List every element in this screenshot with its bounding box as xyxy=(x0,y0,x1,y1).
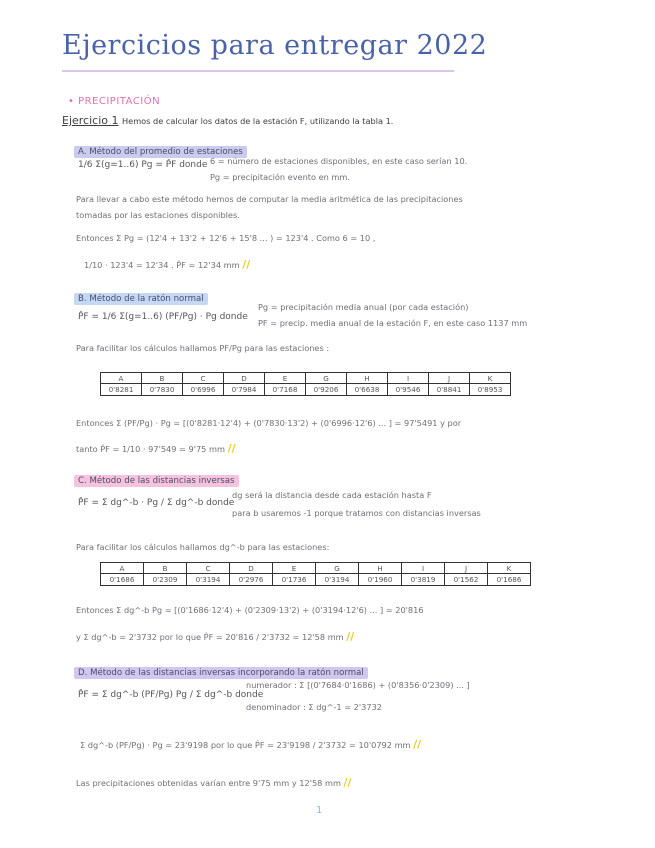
table-cell: 0'1960 xyxy=(359,574,402,586)
page-number: 1 xyxy=(316,805,323,816)
table-cell: 0'3194 xyxy=(187,574,230,586)
table-header-cell: J xyxy=(445,563,488,574)
checkmark-icon: // xyxy=(242,258,251,271)
method-b-def2: PF = precip. media anual de la estación F, en este caso 1137 mm xyxy=(258,318,528,328)
method-b-result: tanto P̂F = 1/10 · 97'549 = 9'75 mm xyxy=(76,444,225,454)
table-cell: 0'3194 xyxy=(316,574,359,586)
table-cell: 0'2976 xyxy=(230,574,273,586)
table-header-cell: A xyxy=(101,373,142,384)
table-cell: 0'1686 xyxy=(488,574,531,586)
method-c-entonces: Entonces Σ dg^-b Pg = [(0'1686·12'4) + (0'2309·13'2) + (0'3194·12'6) ... ] = 20'816 xyxy=(76,605,424,615)
method-a-heading: A. Método del promedio de estaciones xyxy=(74,146,247,158)
table-cell: 0'2309 xyxy=(144,574,187,586)
table-header-row xyxy=(101,373,511,384)
method-a-formula: 1/6 Σ(g=1..6) Pg = P̂F donde xyxy=(78,160,208,170)
table-header-cell: J xyxy=(429,373,470,384)
method-b-result-wrap xyxy=(76,442,236,455)
method-b-heading-wrap xyxy=(74,286,208,305)
table-header-cell: G xyxy=(306,373,347,384)
checkmark-icon: // xyxy=(227,442,236,455)
table-cell: 0'7830 xyxy=(142,384,183,396)
method-d-heading-wrap xyxy=(74,660,368,679)
method-a-result: 1/10 · 123'4 = 12'34 . P̂F = 12'34 mm xyxy=(84,260,240,270)
table-header-cell: C xyxy=(183,373,224,384)
table-cell: 0'3819 xyxy=(402,574,445,586)
method-a-entonces: Entonces Σ Pg = (12'4 + 13'2 + 12'6 + 15'8 ... ) = 123'4 . Como 6 = 10 , xyxy=(76,233,376,243)
method-b-formula: P̂F = 1/6 Σ(g=1..6) (PF/Pg) · Pg donde xyxy=(78,312,248,322)
table-cell: 0'8841 xyxy=(429,384,470,396)
method-c-def2: para b usaremos -1 porque tratamos con distancias inversas xyxy=(232,508,481,518)
method-c-formula: P̂F = Σ dg^-b · Pg / Σ dg^-b donde xyxy=(78,498,235,508)
table-row xyxy=(101,574,531,586)
method-c-heading-wrap xyxy=(74,468,239,487)
table-cell: 0'9206 xyxy=(306,384,347,396)
table-header-cell: B xyxy=(142,373,183,384)
method-d-numerador: numerador : Σ [(0'7684·0'1686) + (0'8356·0'2309) ... ] xyxy=(246,680,470,690)
exercise-text: Hemos de calcular los datos de la estación F, utilizando la tabla 1. xyxy=(122,116,394,126)
checkmark-icon: // xyxy=(346,630,355,643)
method-c-result-wrap xyxy=(76,630,354,643)
method-a-para1: Para llevar a cabo este método hemos de computar la media aritmética de las precipitaciones xyxy=(76,194,463,204)
method-d-line-wrap xyxy=(80,738,421,751)
table-cell: 0'6996 xyxy=(183,384,224,396)
method-b-heading: B. Método de la ratón normal xyxy=(74,293,208,305)
table-header-cell: K xyxy=(488,563,531,574)
method-a-para2: tomadas por las estaciones disponibles. xyxy=(76,210,240,220)
page-title: Ejercicios para entregar 2022 xyxy=(62,30,488,61)
checkmark-icon: // xyxy=(343,776,352,789)
table-cell: 0'6638 xyxy=(347,384,388,396)
method-b-def1: Pg = precipitación media anual (por cada estación) xyxy=(258,302,469,312)
table-row xyxy=(101,384,511,396)
table-header-row xyxy=(101,563,531,574)
checkmark-icon: // xyxy=(413,738,422,751)
method-c-result: y Σ dg^-b = 2'3732 por lo que P̂F = 20'816 / 2'3732 = 12'58 mm xyxy=(76,632,344,642)
conclusion-wrap xyxy=(76,776,352,789)
method-c-table-wrap xyxy=(100,562,531,586)
table-cell: 0'8953 xyxy=(470,384,511,396)
method-c-para: Para facilitar los cálculos hallamos dg^-b para las estaciones: xyxy=(76,542,330,552)
table-header-cell: E xyxy=(273,563,316,574)
table-header-cell: E xyxy=(265,373,306,384)
method-b-entonces: Entonces Σ (PF/Pg) · Pg = [(0'8281·12'4) + (0'7830·13'2) + (0'6996·12'6) ... ] = 97'5491 y por xyxy=(76,418,462,428)
exercise-label: Ejercicio 1 xyxy=(62,114,119,127)
method-d-heading: D. Método de las distancias inversas incorporando la ratón normal xyxy=(74,667,368,679)
table-header-cell: B xyxy=(144,563,187,574)
method-b-para: Para facilitar los cálculos hallamos PF/Pg para las estaciones : xyxy=(76,343,330,353)
method-d-formula: P̂F = Σ dg^-b (PF/Pg) Pg / Σ dg^-b donde xyxy=(78,690,264,700)
table-header-cell: I xyxy=(402,563,445,574)
conclusion-text: Las precipitaciones obtenidas varían entre 9'75 mm y 12'58 mm xyxy=(76,778,341,788)
table-header-cell: H xyxy=(347,373,388,384)
method-d-denominador: denominador : Σ dg^-1 = 2'3732 xyxy=(246,702,382,712)
method-d-line: Σ dg^-b (PF/Pg) · Pg = 23'9198 por lo que P̂F = 23'9198 / 2'3732 = 10'0792 mm xyxy=(80,740,411,750)
table-header-cell: C xyxy=(187,563,230,574)
table-header-cell: I xyxy=(388,373,429,384)
table-cell: 0'9546 xyxy=(388,384,429,396)
method-c-heading: C. Método de las distancias inversas xyxy=(74,475,239,487)
method-a-def1: 6 = número de estaciones disponibles, en este caso serían 10. xyxy=(210,156,468,166)
section-label: • PRECIPITACIÓN xyxy=(68,96,161,107)
method-c-def1: dg será la distancia desde cada estación hasta F xyxy=(232,490,432,500)
table-header-cell: K xyxy=(470,373,511,384)
table-cell: 0'7168 xyxy=(265,384,306,396)
title-underline xyxy=(62,70,454,72)
table-cell: 0'1686 xyxy=(101,574,144,586)
method-a-def2: Pg = precipitación evento en mm. xyxy=(210,172,350,182)
table-cell: 0'7984 xyxy=(224,384,265,396)
table-header-cell: D xyxy=(230,563,273,574)
method-b-table-wrap xyxy=(100,372,511,396)
table-header-cell: A xyxy=(101,563,144,574)
distance-table xyxy=(100,562,531,586)
table-header-cell: D xyxy=(224,373,265,384)
table-cell: 0'8281 xyxy=(101,384,142,396)
table-header-cell: H xyxy=(359,563,402,574)
ratio-table xyxy=(100,372,511,396)
table-cell: 0'1562 xyxy=(445,574,488,586)
table-header-cell: G xyxy=(316,563,359,574)
table-cell: 0'1736 xyxy=(273,574,316,586)
exercise-heading xyxy=(62,114,393,127)
method-a-result-wrap xyxy=(84,258,250,271)
